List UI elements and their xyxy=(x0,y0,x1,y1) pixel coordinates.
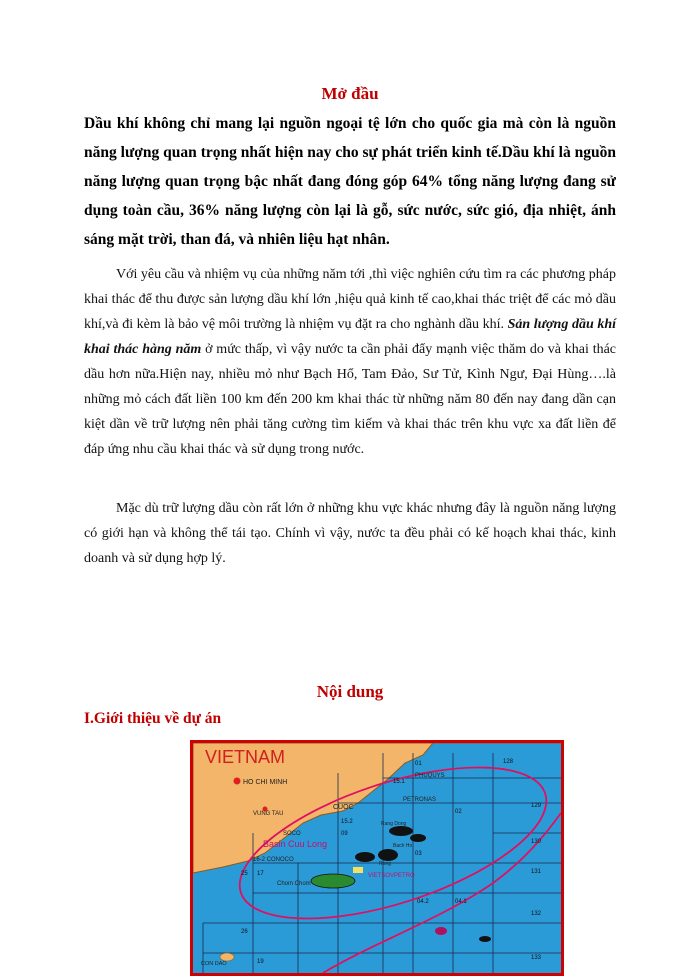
block-03: 03 xyxy=(415,851,422,857)
map-phuquys-label: PHUQUYS xyxy=(415,773,445,779)
map-conoco-label: 16-2 CONOCO xyxy=(253,857,294,863)
intro-paragraph-2 xyxy=(84,262,616,462)
field-marker-yellow xyxy=(353,867,363,873)
field-su-tu xyxy=(355,852,375,862)
block-131: 131 xyxy=(531,869,542,875)
block-17: 17 xyxy=(257,871,264,877)
block-25: 25 xyxy=(241,871,248,877)
map-city-label: HO CHI MINH xyxy=(243,779,288,786)
map-svg xyxy=(193,743,561,973)
block-15-2: 15.2 xyxy=(341,819,353,825)
field-rang-dong xyxy=(389,826,413,836)
block-01: 01 xyxy=(415,761,422,767)
section-heading-1: I.Giới thiệu về dự án xyxy=(84,710,222,727)
map-petronas-label: PETRONAS xyxy=(403,797,437,803)
field-kinh-ngu xyxy=(410,834,426,842)
field-dai-hung xyxy=(435,927,447,935)
block-129: 129 xyxy=(531,803,542,809)
map-vung-tau-label: VUNG TAU xyxy=(253,811,284,817)
block-09: 09 xyxy=(341,831,348,837)
field-chom-chom xyxy=(311,874,355,888)
map-rong-label: Rong xyxy=(379,861,391,867)
content-title: Nội dung xyxy=(316,682,384,701)
field-bach-ho xyxy=(378,849,398,861)
map-vietsovpetro-label: VIETSOVPETRO xyxy=(368,873,415,879)
field-block-05 xyxy=(479,936,491,942)
block-02: 02 xyxy=(455,809,462,815)
intro-title: Mở đầu xyxy=(321,84,379,103)
map-bach-ho-label: Bach Ho xyxy=(393,843,413,849)
block-15-1: 15.1 xyxy=(393,779,405,785)
block-132: 132 xyxy=(531,911,542,917)
project-map xyxy=(190,740,564,976)
block-130: 130 xyxy=(531,839,542,845)
map-chom-chom-label: Chom Chom xyxy=(277,881,311,887)
para2-text-b: ở mức thấp, vì vậy nước ta cần phải đẩy mạnh việc thăm do và khai thác dầu hơn nữa.Hiện nay, nhiều mỏ như Bạch Hổ, Tam Đảo, Sư Tử, Kình Ngư, Đại Hùng….là những mỏ cách đất liền 100 km đến 200 km khai thác từ những năm 80 đến nay đang dần cạn kiệt dần về trữ lượng nên phải tăng cường tìm kiếm và khai thác trên khu vực xa đất liền để đáp ứng nhu cầu khai thác và sử dụng trong nước. xyxy=(84,342,617,457)
para2-text-a: Với yêu cầu và nhiệm vụ của những năm tới ,thì việc nghiên cứu tìm ra các phương pháp khai thác để thu được sản lượng dầu khí lớn ,hiệu quả kinh tế cao,khai thác triệt để các mỏ dầu khí,và đi kèm là bảo vệ môi trường là nhiệm vụ đặt ra cho nghành dầu khí. xyxy=(84,267,616,332)
map-rang-dong-label: Rang Dong xyxy=(381,821,407,827)
para2-emphasis: Sản lượng dầu khí khai thác hàng năm xyxy=(84,317,616,357)
block-19: 19 xyxy=(257,959,264,965)
block-133: 133 xyxy=(531,955,542,961)
block-04-1: 04.1 xyxy=(455,899,467,905)
map-basin-label: Basin Cuu Long xyxy=(263,839,328,849)
city-marker xyxy=(234,778,241,785)
map-con-dao-label: CON DAO xyxy=(201,961,227,967)
map-cuoc-label: CUOC xyxy=(333,804,354,811)
map-country-label: VIETNAM xyxy=(205,747,286,767)
intro-paragraph-3: Mặc dù trữ lượng dầu còn rất lớn ở những khu vực khác nhưng đây là nguồn năng lượng có giới hạn và không thể tái tạo. Chính vì vậy, nước ta đều phải có kế hoạch khai thác, kinh doanh và sử dụng hợp lý. xyxy=(84,501,616,566)
block-26: 26 xyxy=(241,929,248,935)
block-04-2: 04.2 xyxy=(417,899,429,905)
block-128: 128 xyxy=(503,759,514,765)
intro-bold-paragraph: Dầu khí không chỉ mang lại nguồn ngoại tệ lớn cho quốc gia mà còn là nguồn năng lượng quan trọng nhất hiện nay cho sự phát triển kinh tế.Dầu khí là nguồn năng lượng quan trọng bậc nhất đang đóng góp 64% tổng năng lượng đang sử dụng toàn cầu, 36% năng lượng còn lại là gỗ, sức nước, sức gió, địa nhiệt, ánh sáng mặt trời, than đá, và nhiên liệu hạt nhân. xyxy=(84,115,616,248)
map-soco-label: SOCO xyxy=(283,831,301,837)
